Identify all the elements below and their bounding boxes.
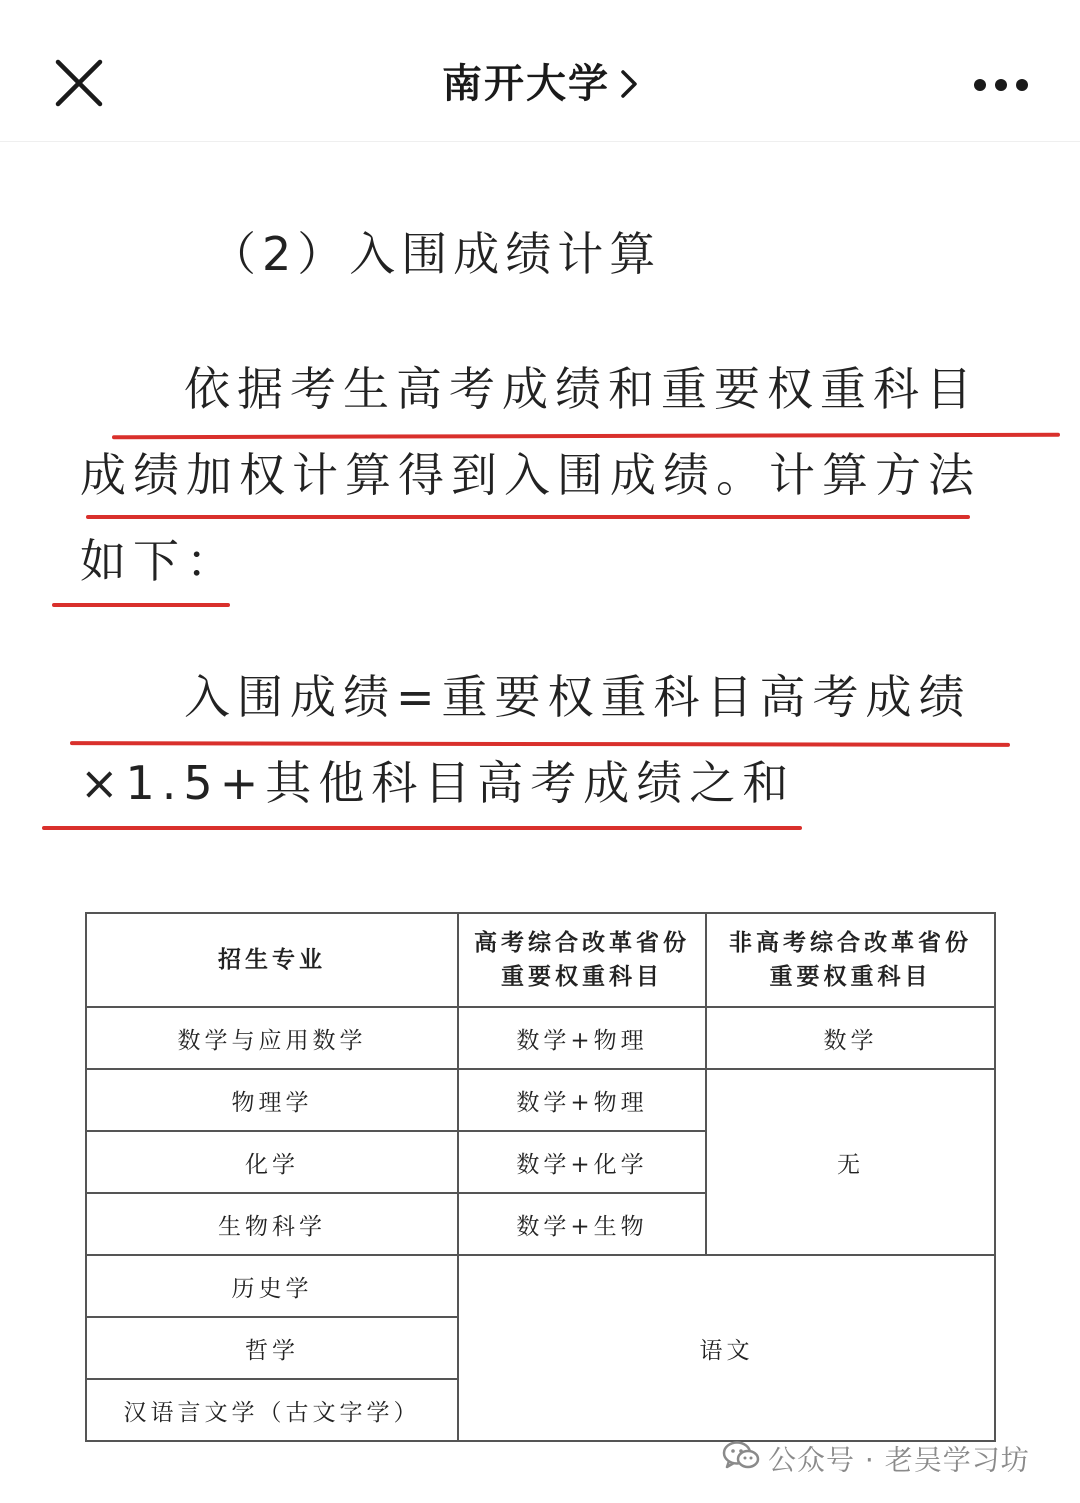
more-button[interactable] [972,72,1030,98]
account-name: 南开大学 [442,61,610,107]
header-line: 高考综合改革省份 [474,929,690,956]
paragraph-line: 依据考生高考成绩和重要权重科目 [184,362,979,416]
header-reform [458,913,706,1007]
header-major: 招生专业 [86,913,458,1007]
subject-weight-table [85,912,994,1443]
section-heading: （2）入围成绩计算 [210,227,662,281]
weights-table [85,912,996,1442]
wechat-icon [722,1440,760,1483]
cell-major: 化学 [86,1131,458,1193]
table-row [86,1007,995,1069]
cell-major: 哲学 [86,1317,458,1379]
red-underline [42,826,802,830]
paragraph-method [80,346,1010,604]
cell-major: 历史学 [86,1255,458,1317]
cell-major: 物理学 [86,1069,458,1131]
account-title[interactable] [0,56,1080,114]
cell-reform: 数学+物理 [458,1069,706,1131]
header-line: 非高考综合改革省份 [729,929,972,956]
cell-nonreform-merged: 无 [706,1069,995,1255]
red-underline [52,603,230,607]
watermark [722,1440,1030,1480]
header-nonreform [706,913,995,1007]
paragraph-line: ×1.5+其他科目高考成绩之和 [80,756,796,810]
table-row [86,1255,995,1317]
header-line: 重要权重科目 [501,963,663,990]
chevron-right-icon [620,58,638,114]
more-icon [972,72,1030,98]
header-line: 重要权重科目 [769,963,932,990]
cell-reform: 数学+生物 [458,1193,706,1255]
table-header-row [86,913,995,1007]
cell-merged-subject: 语文 [458,1255,995,1441]
paragraph-line: 成绩加权计算得到入围成绩。计算方法 [80,448,981,502]
red-underline [86,515,970,519]
watermark-text: 公众号 · 老吴学习坊 [768,1443,1030,1477]
cell-major: 数学与应用数学 [86,1007,458,1069]
cell-nonreform: 数学 [706,1007,995,1069]
cell-major: 汉语言文学（古文字学） [86,1379,458,1441]
cell-reform: 数学+化学 [458,1131,706,1193]
cell-reform: 数学+物理 [458,1007,706,1069]
paragraph-line: 入围成绩=重要权重科目高考成绩 [184,670,972,724]
top-navbar [0,0,1080,142]
paragraph-formula [80,654,1010,826]
table-row [86,1069,995,1131]
cell-major: 生物科学 [86,1193,458,1255]
paragraph-line: 如下： [80,534,239,588]
